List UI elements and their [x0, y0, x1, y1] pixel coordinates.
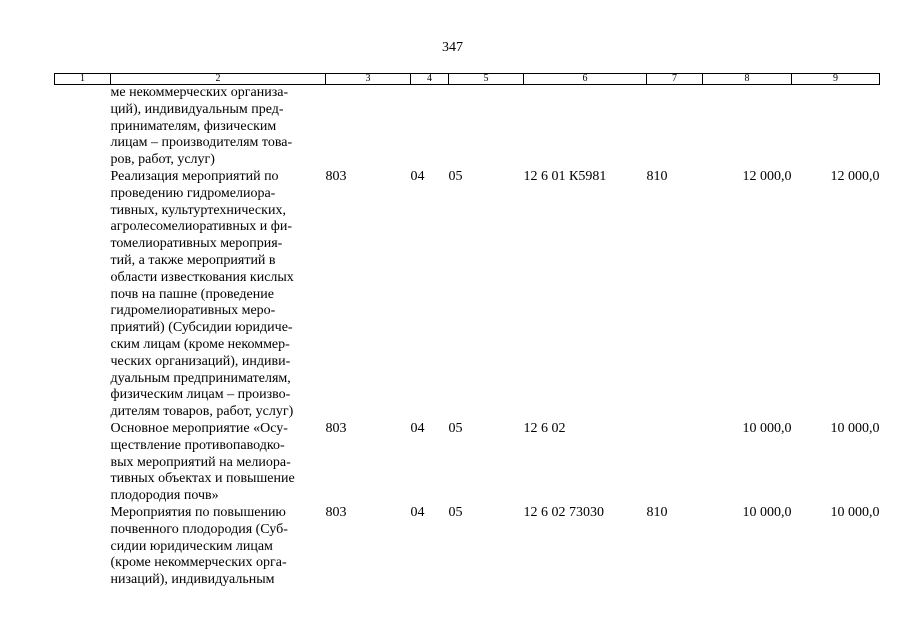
- description-line: (кроме некоммерческих орга-: [110, 555, 287, 571]
- expense-type-cell: [647, 85, 703, 169]
- description-line: ме некоммерческих организа-: [110, 85, 289, 100]
- description-cell: [111, 505, 326, 589]
- description-line: приятий) (Субсидии юридиче-: [110, 320, 293, 336]
- amount-cell: 12 000,0: [742, 168, 792, 184]
- column-header: 5: [449, 74, 524, 85]
- row-number-cell: [55, 85, 111, 169]
- budget-table: [54, 73, 880, 589]
- description-line: тивных, культуртехнических,: [110, 202, 286, 218]
- target-article-cell: [524, 85, 647, 169]
- description-line: плодородия почв»: [110, 488, 219, 504]
- ministry-code-cell: 803: [325, 168, 347, 184]
- amount-cell: 10 000,0: [830, 504, 880, 520]
- description-line: физическим лицам – произво-: [110, 387, 291, 403]
- description-line: лицам – производителям това-: [110, 135, 293, 151]
- column-header: 4: [411, 74, 449, 85]
- section-code-cell: 04: [410, 168, 425, 184]
- amount-cell: 10 000,0: [742, 504, 792, 520]
- description-line: ров, работ, услуг): [110, 152, 215, 168]
- section-code-cell: 04: [410, 504, 425, 520]
- table-row: [55, 85, 880, 169]
- table-row: [55, 421, 880, 505]
- row-number-cell: [55, 169, 111, 421]
- amount-cell: [792, 85, 880, 169]
- description-line: дителям товаров, работ, услуг): [110, 404, 294, 420]
- description-line: вых мероприятий на мелиора-: [110, 454, 291, 470]
- column-header: 3: [326, 74, 411, 85]
- table-row: [55, 505, 880, 589]
- target-article-cell: 12 6 02: [523, 420, 566, 436]
- section-code-cell: [411, 85, 449, 169]
- description-line: Основное мероприятие «Осу-: [110, 420, 288, 436]
- table-row: [55, 169, 880, 421]
- description-line: низаций), индивидуальным: [110, 572, 275, 588]
- description-line: ществление противопаводко-: [110, 437, 285, 453]
- description-line: ским лицам (кроме некоммер-: [110, 336, 290, 352]
- amount-cell: 10 000,0: [742, 420, 792, 436]
- subsection-code-cell: 05: [448, 504, 463, 520]
- description-line: ческих организаций), индиви-: [110, 353, 291, 369]
- column-number-row: [55, 74, 880, 85]
- column-header: 6: [524, 74, 647, 85]
- expense-type-cell: 810: [646, 504, 668, 520]
- description-cell: [111, 169, 326, 421]
- description-line: тивных объектах и повышение: [110, 471, 295, 487]
- expense-type-cell: [647, 421, 703, 505]
- description-line: принимателям, физическим: [110, 118, 277, 134]
- description-line: томелиоративных мероприя-: [110, 236, 283, 252]
- description-line: гидромелиоративных меро-: [110, 303, 276, 319]
- description-line: дуальным предпринимателям,: [110, 370, 291, 386]
- description-line: Мероприятия по повышению: [110, 504, 286, 520]
- ministry-code-cell: 803: [325, 504, 347, 520]
- amount-cell: 12 000,0: [830, 168, 880, 184]
- target-article-cell: 12 6 01 К5981: [523, 168, 607, 184]
- description-line: почв на пашне (проведение: [110, 286, 274, 302]
- description-line: Реализация мероприятий по: [110, 168, 279, 184]
- column-header: 9: [792, 74, 880, 85]
- description-line: ций), индивидуальным пред-: [110, 101, 284, 117]
- column-header: 1: [55, 74, 111, 85]
- description-line: области известкования кислых: [110, 269, 294, 285]
- amount-cell: [703, 85, 792, 169]
- column-header: 7: [647, 74, 703, 85]
- description-line: тий, а также мероприятий в: [110, 252, 276, 268]
- column-header: 8: [703, 74, 792, 85]
- table-body: [55, 85, 880, 589]
- ministry-code-cell: [326, 85, 411, 169]
- subsection-code-cell: 05: [448, 168, 463, 184]
- expense-type-cell: 810: [646, 168, 668, 184]
- description-line: проведению гидромелиора-: [110, 185, 276, 201]
- section-code-cell: 04: [410, 420, 425, 436]
- ministry-code-cell: 803: [325, 420, 347, 436]
- page-number: 347: [442, 40, 463, 55]
- description-line: почвенного плодородия (Суб-: [110, 521, 288, 537]
- description-line: сидии юридическим лицам: [110, 538, 273, 554]
- subsection-code-cell: [449, 85, 524, 169]
- target-article-cell: 12 6 02 73030: [523, 504, 604, 520]
- description-cell: [111, 85, 326, 169]
- amount-cell: 10 000,0: [830, 420, 880, 436]
- row-number-cell: [55, 505, 111, 589]
- column-header: 2: [111, 74, 326, 85]
- description-cell: [111, 421, 326, 505]
- subsection-code-cell: 05: [448, 420, 463, 436]
- row-number-cell: [55, 421, 111, 505]
- description-line: агролесомелиоративных и фи-: [110, 219, 293, 235]
